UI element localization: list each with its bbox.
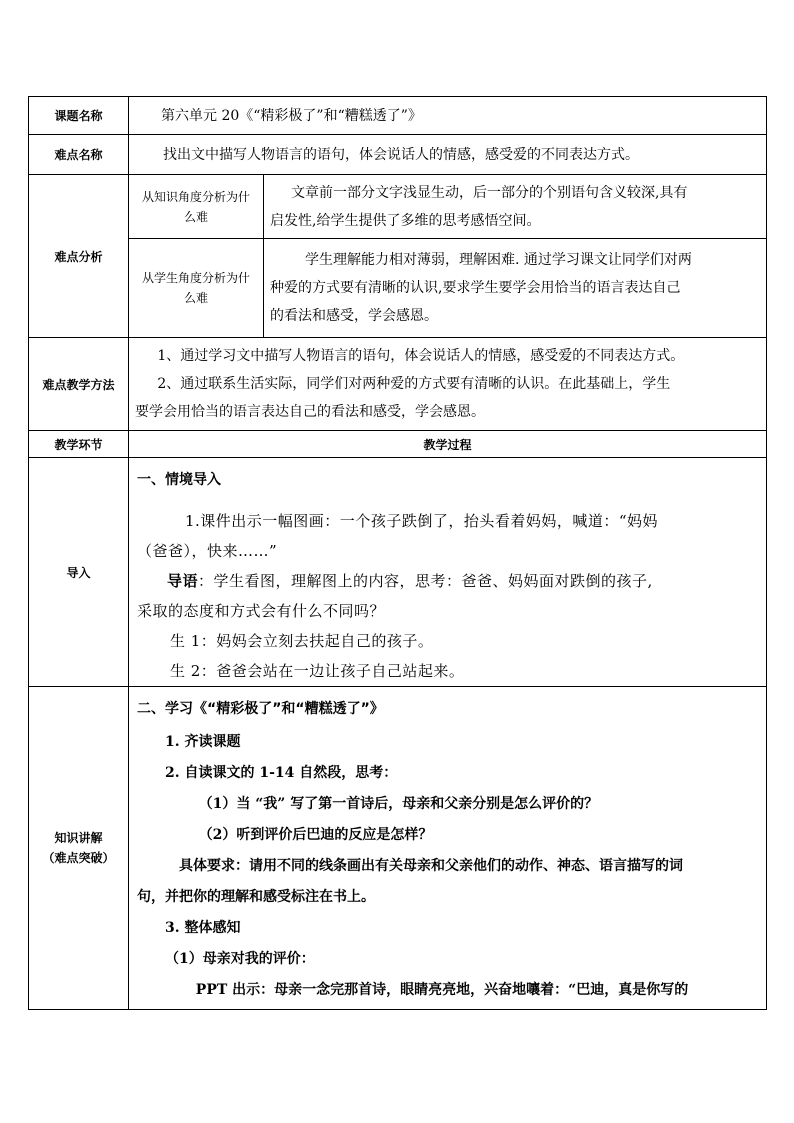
intro-paragraph-line: 采取的态度和方式会有什么不同吗？ xyxy=(137,602,386,620)
knowledge-text-line: 文章前一部分文字浅显生动，后一部分的个别语句含义较深,具有 xyxy=(291,184,688,201)
student-text-line: 的看法和感受，学会感恩。 xyxy=(270,308,438,324)
analysis-label: 难点分析 xyxy=(29,175,129,338)
knowledge-label-cell xyxy=(29,687,129,1010)
knowledge-sublabel: （难点突破） xyxy=(42,851,115,865)
knowledge-angle-label: 从知识角度分析为什么难 xyxy=(129,175,264,239)
method-row xyxy=(29,338,767,431)
intro-paragraph-line: （爸爸），快来……” xyxy=(137,542,278,560)
stage-header: 教学环节 xyxy=(29,431,129,458)
knowledge-item: 3. 整体感知 xyxy=(165,920,241,936)
knowledge-section-title: 二、学习《“精彩极了”和“糟糕透了”》 xyxy=(137,701,384,717)
knowledge-item: 2. 自读课文的 1-14 自然段，思考： xyxy=(165,765,398,781)
topic-row xyxy=(29,97,767,135)
method-line: 要学会用恰当的语言表达自己的看法和感受，学会感恩。 xyxy=(135,404,485,420)
intro-content xyxy=(129,458,767,687)
intro-row xyxy=(29,458,767,687)
knowledge-row xyxy=(29,687,767,1010)
difficulty-row xyxy=(29,135,767,175)
knowledge-item: 1. 齐读课题 xyxy=(165,734,241,750)
student-answer-1: 生 1：妈妈会立刻去扶起自己的孩子。 xyxy=(170,632,434,650)
lead-keyword: 导语 xyxy=(167,572,199,590)
difficulty-value: 找出文中描写人物语言的语句，体会说话人的情感，感受爱的不同表达方式。 xyxy=(129,135,767,175)
student-answer-2: 生 2：爸爸会站在一边让孩子自己站起来。 xyxy=(170,662,465,680)
topic-value: 第六单元 20《“精彩极了”和“糟糕透了”》 xyxy=(129,97,767,135)
knowledge-subitem: （1）母亲对我的评价： xyxy=(165,951,315,967)
lead-text: ：学生看图，理解图上的内容，思考：爸爸、妈妈面对跌倒的孩子, xyxy=(198,572,653,590)
knowledge-question: （2）听到评价后巴迪的反应是怎样？ xyxy=(198,827,433,843)
knowledge-requirement: 具体要求：请用不同的线条画出有关母亲和父亲他们的动作、神态、语言描写的词 xyxy=(179,858,683,874)
process-header-row xyxy=(29,431,767,458)
knowledge-label: 知识讲解 xyxy=(54,831,103,845)
intro-paragraph-line: 1.课件出示一幅图画：一个孩子跌倒了，抬头看着妈妈，喊道：“妈妈 xyxy=(185,512,658,530)
intro-label: 导入 xyxy=(29,458,129,687)
analysis-knowledge-row xyxy=(29,175,767,239)
knowledge-angle-text xyxy=(264,175,767,239)
method-line: 1、通过学习文中描写人物语言的语句，体会说话人的情感，感受爱的不同表达方式。 xyxy=(157,348,685,364)
topic-label: 课题名称 xyxy=(29,97,129,135)
knowledge-text-line: 启发性,给学生提供了多维的思考感悟空间。 xyxy=(270,212,541,229)
intro-section-title: 一、情境导入 xyxy=(137,472,221,488)
method-label: 难点教学方法 xyxy=(29,338,129,431)
analysis-student-row xyxy=(29,239,767,338)
difficulty-label: 难点名称 xyxy=(29,135,129,175)
knowledge-ppt-line: PPT 出示：母亲一念完那首诗，眼睛亮亮地，兴奋地嚷着：“巴迪，真是你写的 xyxy=(195,982,689,998)
knowledge-content xyxy=(129,687,767,1010)
student-text-line: 学生理解能力相对薄弱，理解困难. 通过学习课文让同学们对两 xyxy=(305,252,692,268)
method-line: 2、通过联系生活实际，同学们对两种爱的方式要有清晰的认识。在此基础上，学生 xyxy=(157,376,671,392)
student-angle-label: 从学生角度分析为什么难 xyxy=(129,239,264,338)
student-angle-text xyxy=(264,239,767,338)
knowledge-question: （1）当 “我” 写了第一首诗后，母亲和父亲分别是怎么评价的？ xyxy=(198,796,599,812)
student-text-line: 种爱的方式要有清晰的认识,要求学生要学会用恰当的语言表达自己 xyxy=(270,280,681,296)
knowledge-requirement: 句，并把你的理解和感受标注在书上。 xyxy=(137,889,375,905)
lesson-plan-table xyxy=(28,96,767,1010)
method-text xyxy=(129,338,767,431)
process-header: 教学过程 xyxy=(129,431,767,458)
intro-lead-line xyxy=(137,566,758,596)
